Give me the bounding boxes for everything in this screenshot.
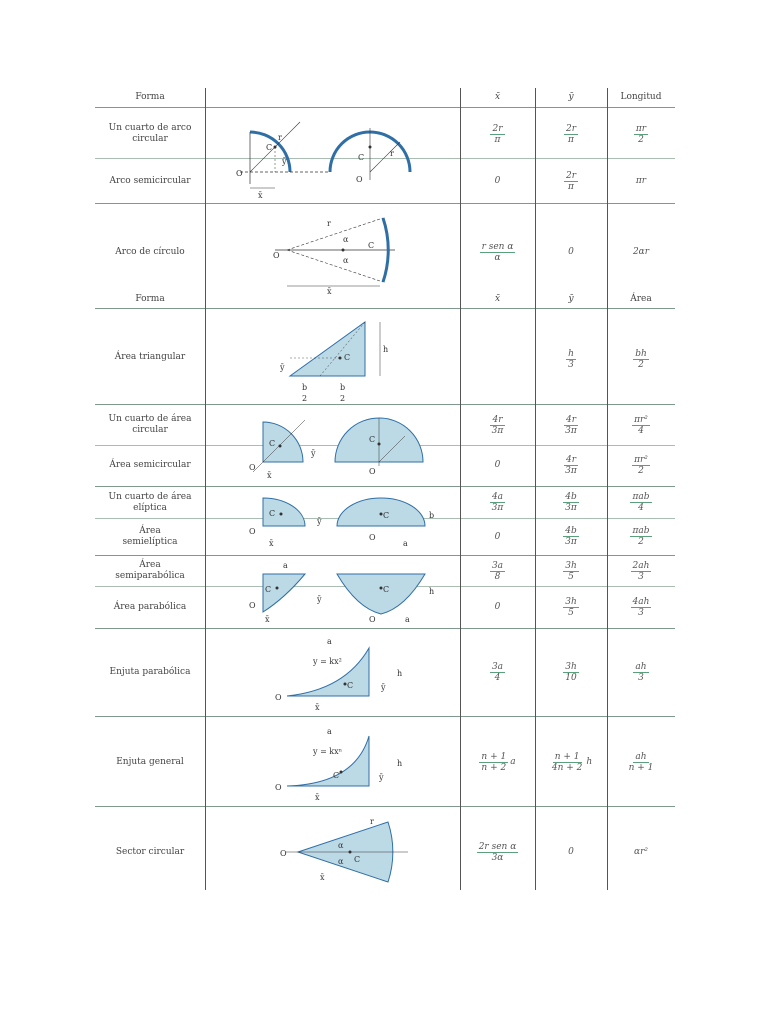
ybar-value — [535, 652, 607, 692]
area-value — [607, 447, 675, 483]
label-C: C — [333, 771, 340, 780]
label-r: r — [278, 133, 282, 142]
row-name: Un cuarto de área circular — [108, 414, 192, 435]
label-xbar: x̄ — [258, 191, 263, 200]
xbar-value: 0 — [494, 602, 501, 612]
denominator: 3π — [565, 503, 577, 513]
label-O: O — [369, 467, 376, 476]
label-equation: y = kxⁿ — [313, 747, 343, 756]
label-C: C — [369, 435, 376, 444]
denominator: 2 — [638, 359, 644, 370]
area-value — [607, 337, 675, 381]
numerator: 3h — [565, 661, 577, 672]
label-xbar: x̄ — [267, 471, 272, 480]
label-O: O — [280, 849, 287, 858]
numerator: r sen α — [481, 241, 514, 252]
row-name: Área triangular — [114, 351, 186, 362]
denominator: 3 — [638, 571, 644, 582]
label-O: O — [369, 615, 376, 624]
numerator: n + 1 — [554, 751, 580, 762]
ybar-value — [535, 742, 607, 782]
row-name: Arco de círculo — [115, 246, 185, 257]
label-C: C — [265, 585, 272, 594]
general-spandrel — [287, 736, 369, 786]
label-ybar: ȳ — [317, 595, 322, 604]
denominator: 8 — [494, 571, 501, 582]
row-rule — [95, 716, 675, 717]
arc-figure — [230, 120, 440, 202]
area-value — [607, 557, 675, 585]
numerator: 3a — [491, 560, 504, 571]
label-r: r — [370, 817, 374, 826]
denominator: 3π — [565, 465, 577, 476]
parabolic-area — [337, 574, 425, 614]
row-rule — [95, 806, 675, 807]
numerator: 4b — [565, 492, 577, 502]
label-xbar: x̄ — [265, 615, 270, 624]
label-h: h — [383, 345, 389, 354]
numerator: πr² — [634, 414, 648, 425]
row-name: Sector circular — [115, 846, 185, 857]
ybar-value: 0 — [568, 247, 574, 257]
numerator: πr — [635, 123, 647, 134]
row-rule — [95, 486, 675, 487]
denominator: 3 — [638, 672, 644, 683]
label-two: 2 — [302, 394, 308, 403]
xbar-value: 0 — [494, 460, 501, 470]
row-rule — [95, 404, 675, 405]
row-name: Área semicircular — [109, 459, 191, 470]
parabolic-spandrel-figure — [275, 634, 415, 714]
centroid-table — [95, 82, 675, 890]
label-xbar: x̄ — [269, 539, 274, 548]
label-h: h — [429, 587, 435, 596]
denominator: 3π — [565, 537, 577, 547]
ybar-value — [535, 407, 607, 443]
xbar-value: 0 — [494, 176, 501, 186]
label-ybar: ȳ — [311, 449, 316, 458]
numerator: ah — [635, 661, 647, 672]
numerator: 4a — [491, 492, 504, 502]
length-value: πr — [635, 176, 647, 186]
denominator: 10 — [565, 672, 577, 683]
ybar-value — [535, 447, 607, 483]
denominator: 3π — [565, 425, 577, 436]
row-name: Área parabólica — [113, 601, 187, 612]
label-ybar: ȳ — [379, 773, 384, 782]
xbar-value — [460, 227, 535, 277]
ybar-value — [535, 112, 607, 156]
numerator: 2ah — [632, 560, 650, 571]
header-xbar: x̄ — [494, 293, 501, 304]
suffix: a — [510, 757, 516, 767]
label-O: O — [249, 601, 256, 610]
denominator: 3π — [491, 503, 504, 513]
numerator: 3h — [565, 596, 577, 607]
label-xbar: x̄ — [320, 873, 325, 882]
length-value: 2αr — [632, 247, 650, 257]
label-xbar: x̄ — [315, 793, 320, 802]
area-value — [607, 589, 675, 625]
xbar-value — [460, 112, 535, 156]
header-area: Área — [630, 293, 652, 304]
row-rule — [95, 203, 675, 204]
ybar-value — [535, 488, 607, 517]
column-rule — [205, 88, 206, 890]
general-spandrel-figure — [275, 724, 415, 804]
circle-area-figure — [245, 412, 435, 484]
numerator: πr² — [634, 454, 648, 465]
area-value — [607, 742, 675, 782]
length-value — [607, 112, 675, 156]
triangle-shape — [290, 322, 365, 376]
label-C: C — [358, 153, 365, 162]
denominator: n + 1 — [628, 762, 654, 773]
numerator: 2r — [492, 123, 503, 134]
denominator: 3 — [568, 359, 574, 370]
xbar-value — [460, 488, 535, 517]
label-a: a — [403, 539, 408, 548]
label-h: h — [397, 669, 403, 678]
parabola-area-figure — [245, 558, 435, 626]
header-forma: Forma — [135, 91, 165, 102]
label-b: b — [302, 383, 308, 392]
numerator: 4ah — [632, 596, 650, 607]
header1-rule — [95, 107, 675, 108]
denominator: 5 — [568, 571, 574, 582]
label-O: O — [369, 533, 376, 542]
label-O: O — [249, 527, 256, 536]
label-r: r — [327, 219, 331, 228]
circle-arc-figure — [265, 208, 405, 296]
numerator: ah — [635, 751, 647, 762]
label-C: C — [383, 585, 390, 594]
area-value — [607, 652, 675, 692]
row-name: Enjuta general — [116, 756, 184, 767]
numerator: 3a — [491, 661, 504, 672]
denominator: 4 — [638, 425, 644, 436]
label-O: O — [236, 169, 243, 178]
label-C: C — [266, 143, 273, 152]
numerator: 2r — [565, 170, 577, 181]
denominator: 3π — [491, 425, 504, 436]
label-h: h — [397, 759, 403, 768]
parabolic-spandrel — [287, 648, 369, 696]
label-C: C — [368, 241, 375, 250]
numerator: 2r — [565, 123, 577, 134]
label-xbar: x̄ — [315, 703, 320, 712]
numerator: 4r — [565, 454, 577, 465]
header-forma: Forma — [135, 293, 165, 304]
denominator: 5 — [568, 607, 574, 618]
denominator: 3 — [638, 607, 644, 618]
semiellipse-area — [337, 498, 425, 526]
xbar-value: 0 — [494, 531, 501, 542]
area-value — [607, 488, 675, 517]
header-ybar: ȳ — [568, 293, 574, 304]
denominator: 2 — [638, 134, 644, 145]
denominator: n + 2 — [481, 762, 507, 773]
label-C: C — [354, 855, 361, 864]
denominator: 2 — [638, 465, 644, 476]
denominator: 3α — [491, 852, 504, 863]
label-C: C — [269, 509, 276, 518]
numerator: 4b — [565, 526, 577, 536]
ybar-value — [535, 162, 607, 200]
ellipse-area-figure — [245, 490, 435, 552]
label-a: a — [327, 637, 332, 646]
numerator: h — [568, 348, 574, 359]
row-name: Área semielíptica — [122, 525, 178, 547]
label-alpha: α — [343, 235, 349, 244]
label-ybar: ȳ — [280, 363, 285, 372]
ybar-value — [535, 557, 607, 585]
label-O: O — [275, 783, 282, 792]
xbar-value — [460, 742, 535, 782]
header2-rule — [95, 308, 675, 309]
denominator: 4 — [494, 672, 501, 683]
numerator: 3h — [565, 560, 577, 571]
header-xbar: x̄ — [494, 91, 501, 102]
area-value — [607, 407, 675, 443]
denominator: π — [568, 134, 574, 145]
ybar-value — [535, 589, 607, 625]
label-equation: y = kx² — [313, 657, 342, 666]
header-ybar: ȳ — [568, 91, 574, 102]
numerator: πab — [632, 526, 650, 536]
label-a: a — [327, 727, 332, 736]
label-alpha: α — [338, 841, 344, 850]
ybar-value: 0 — [568, 847, 574, 857]
area-value — [607, 520, 675, 553]
label-ybar: ȳ — [381, 683, 386, 692]
area-value: αr² — [634, 847, 648, 857]
label-C: C — [347, 681, 354, 690]
ybar-value — [535, 520, 607, 553]
numerator: πab — [632, 492, 650, 502]
xbar-value — [460, 337, 535, 381]
label-xbar: x̄ — [327, 287, 332, 296]
suffix: h — [586, 757, 593, 767]
row-rule — [95, 628, 675, 629]
circular-sector-figure — [280, 816, 420, 886]
row-name: Área semiparabólica — [115, 560, 185, 581]
numerator: n + 1 — [481, 751, 507, 762]
row-name: Un cuarto de arco circular — [108, 123, 192, 144]
label-O: O — [273, 251, 280, 260]
denominator: π — [494, 134, 501, 145]
denominator: 4n + 2 — [551, 762, 583, 773]
denominator: 2 — [638, 537, 644, 547]
numerator: bh — [635, 348, 647, 359]
label-O: O — [249, 463, 256, 472]
header-longitud: Longitud — [620, 91, 662, 102]
denominator: π — [568, 181, 574, 192]
numerator: 2r sen α — [478, 841, 517, 852]
triangle-figure — [280, 314, 400, 404]
xbar-value — [460, 407, 535, 443]
xbar-value — [460, 557, 535, 585]
numerator: 4r — [492, 414, 503, 425]
denominator: 4 — [638, 503, 644, 513]
row-name: Arco semicircular — [109, 175, 191, 186]
label-r: r — [390, 149, 394, 158]
label-C: C — [269, 439, 276, 448]
row-name: Un cuarto de área elíptica — [108, 492, 192, 513]
label-alpha: α — [343, 256, 349, 265]
xbar-value — [460, 652, 535, 692]
label-a: a — [283, 561, 288, 570]
label-alpha: α — [338, 857, 344, 866]
numerator: 4r — [565, 414, 577, 425]
label-C: C — [383, 511, 390, 520]
label-b: b — [429, 511, 435, 520]
denominator: α — [494, 252, 501, 263]
label-a: a — [405, 615, 410, 624]
label-O: O — [275, 693, 282, 702]
row-name: Enjuta parabólica — [109, 666, 191, 677]
label-ybar: ȳ — [317, 517, 322, 526]
label-two: 2 — [340, 394, 346, 403]
label-O: O — [356, 175, 363, 184]
ybar-value — [535, 337, 607, 381]
label-C: C — [344, 353, 351, 362]
xbar-value — [460, 832, 535, 872]
label-ybar: ȳ — [282, 157, 287, 166]
label-b: b — [340, 383, 346, 392]
